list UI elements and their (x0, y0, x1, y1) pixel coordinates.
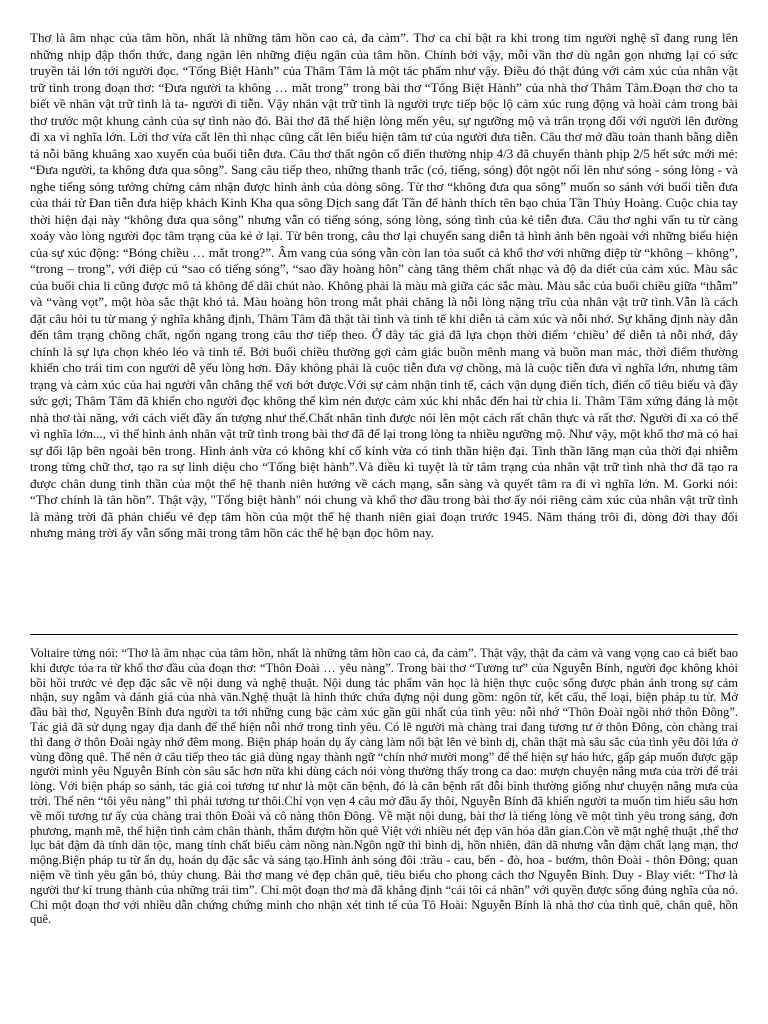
section-divider (30, 634, 738, 635)
essay-paragraph-tong-biet-hanh: Thơ là âm nhạc của tâm hồn, nhất là những tâm hồn cao cả, đa cảm”. Thơ ca chỉ bật ra khi trong tim người nghệ sĩ đang rung lên những nhịp đập thổn thức, đang ngân lên những điệu ngân của tâm hồn. Chính bởi vậy, mỗi vần thơ dù ngắn gọn nhưng lại có sức truyền tải lớn tới người đọc. “Tống Biệt Hành” của Thâm Tâm là một tác phẩm như vậy. Điều đó thật đúng với cảm xúc của nhân vật trữ tình trong đoạn thơ: “Đưa người ta không … mắt trong” trong bài thơ “Tống Biệt Hành” của nhà thơ Thâm Tâm.Đoạn thơ cho ta biết về nhân vật trữ tình là ta- người đi tiễn. Vậy nhân vật trữ tình là người trực tiếp bộc lộ cảm xúc rung động và hoài cảm trong bài thơ trước một khung cảnh của sự tình nào đó. Bài thơ đã thể hiện lòng mến yêu, sự ngưỡng mộ và trân trọng đối với người lên đường đi xa vì nghĩa lớn. Lời thơ vừa cất lên thì nhạc cũng cất lên biểu hiện tâm tư của người đưa tiễn. Câu thơ mở đầu toàn thanh bằng diễn tả nỗi băng khuâng xao xuyến của buổi tiễn đưa. Câu thơ thất ngôn cổ điển thường nhịp 4/3 đã chuyển thành phịp 2/5 hết sức mới mẻ: “Đưa người, ta không đưa qua sông”. Sang câu tiếp theo, những thanh trắc (có, tiếng, sóng) đột ngột nổi lên như sóng - sóng lòng - và nghe tiếng sóng tưởng chừng cảm nhận được hình ảnh của dòng sông. Từ thơ “không đưa qua sông” muốn so sánh với buổi tiễn đưa của thái tử Đan tiễn đưa hiệp khách Kinh Kha qua sông Dịch sang đất Tần để hành thích tên bạo chúa Tần Thủy Hoàng. Cuộc chia tay thời hiện đại này “không đưa qua sông” nhưng vẫn có tiếng sóng, sóng lòng, sóng tình của kẻ tiễn đưa. Câu thơ nghi vấn tu từ càng xoáy vào lòng người đọc tâm trạng của kẻ ở lại. Từ bên trong, câu thơ lại chuyển sang diễn tả hình ảnh bên ngoài với những biểu hiện của sự xúc động: “Bóng chiều … mắt trong?”. Âm vang của sóng vẫn còn lan tỏa suốt cả khổ thơ với những điệp từ “không – không”, “trong – trong”, với điệp cú “sao có tiếng sóng”, “sao đầy hoàng hôn” càng tăng thêm chất nhạc và độ da diết của cảm xúc. Màu sắc của buổi chia li cũng được mô tả không để dãi chút nào. Không phải là màu mà giữa các sắc màu. Màu sắc của buổi chiều giữa “thẫm” và “vàng vọt”, một hòa sắc thật khó tả. Màu hoàng hôn trong mắt phải chăng là nỗi lòng nặng trĩu của nhân vật trữ tình.Vẫn là cách đặt câu hỏi tu từ mang ý nghĩa khẳng định, Thâm Tâm đã thật tài tình và tinh tế khi diễn tả cảm xúc và nỗi nhớ. Sự khẳng định này dẫn đến tâm trạng chồng chất, ngổn ngang trong câu thơ tiếp theo. Ở đây tác giả đã lựa chọn thời điểm ‘chiều’ để diễn tả nỗi nhớ, đây chính là sự lựa chọn khéo léo và tinh tế. Bởi buổi chiều thường gợi cảm giác buồn mênh mang và buồn man mác, thời điểm thường khiến cho trái tim con người dễ yếu lòng hơn. Đây không phải là cuộc tiễn đưa vợ chồng, mà là cuộc tiễn đưa vì nghĩa lớn, nhưng tâm trạng và cảm xúc của hai người vẫn chẳng thể vơi bớt được.Với sự cảm nhận tinh tế, cách vận dụng điển tích, điển cố tiêu biểu và đầy sức gợi; Thâm Tâm đã khiến cho người đọc không thể kìm nén được cảm xúc khi nhắc đến hai từ chia li. Thâm Tâm xứng đáng là một nhà thơ tài năng, với cách viết đầy ấn tượng như thế.Chất nhân tình được nói lên một cách rất chân thực và rất thơ. Người đi xa có thể vì nghĩa lớn..., vì thế hình ảnh nhân vật trữ tình trong bài thơ đã để lại trong lòng ta nhiều ngưỡng mộ. Như vậy, một khổ thơ mà có hai sự đối lập bên ngoài bên trong. Hình ảnh vừa có không khí cổ kính vừa có tinh thần hiện đại. Tinh thần lãng mạn của thời đại nhiễm trong từng chữ thơ, tạo ra sự linh diệu cho “Tống biệt hành”.Và điều kì tuyệt là từ tâm trạng của nhân vật trữ tình nhà thơ đã tạo ra được chân dung tinh thần của một thế hệ thanh niên hướng về cách mạng, sẵn sàng và quyết tâm ra đi vì nghĩa lớn. M. Gorki nói: “Thơ chính là tân hồn”. Thật vậy, "Tống biệt hành" nói chung và khổ thơ đầu trong bài thơ ấy nói riêng cảm xúc của nhân vật trữ tình là mảng trời đã phản chiếu vẻ đẹp tâm hồn của một thế hệ thanh niên giai đoạn trước 1945. Năm tháng trôi đi, dòng đời thay đổi nhưng mảng trời ấy vẫn sống mãi trong tâm hồn các thế hệ bạn đọc hôm nay. (30, 30, 738, 540)
essay-paragraph-tuong-tu: Voltaire từng nói: “Thơ là âm nhạc của tâm hồn, nhất là những tâm hồn cao cả, đa cảm”. Thật vậy, thật đa cảm và vang vọng cao cả biết bao khi được tỏa ra từ khổ thơ đầu của đoạn thơ: “Thôn Đoài … yêu nàng”. Trong bài thơ “Tương tư” của Nguyễn Bính, người đọc không khỏi bồi hồi trước vẻ đẹp đặc sắc về nội dung và nghệ thuật. Nội dung tác phẩm văn học là hiện thực cuộc sống được phản ánh trong sự cảm nhận, suy ngẫm và đánh giá của nhà văn.Nghệ thuật là hình thức chứa đựng nội dung gồm: ngôn từ, kết cấu, thể loại, biện pháp tu từ. Mở đầu bài thơ, Nguyễn Bính đưa người ta tới những cung bậc cảm xúc gần gũi nhất của tình yêu: nỗi nhớ “Thôn Đoài ngồi nhớ thôn Đông”. Tác giả đã sử dụng ngay địa danh để thể hiện nỗi nhớ trong tình yêu. Có lẽ người mà chàng trai đang tương tư ở thôn Đông, còn chàng trai thì đang ở thôn Đoài ngày nhớ đêm mong. Biện pháp hoán dụ ấy càng làm nổi bật lên vẻ bình dị, chân thật mà sâu sắc của tình yêu đôi lứa ở vùng đồng quê. Thế nên ở câu tiếp theo tác giả dùng ngay thành ngữ “chín nhớ mười mong” để thể hiện sự háo hức, gấp gáp muốn được gặp người mình yêu Nguyễn Bính còn sâu sắc hơn nữa khi dùng cách nói vòng thường thấy trong ca dao: mượn chuyện nắng mưa của trời để trải lòng. Với biện pháp so sánh, tác giả coi tương tư như là một căn bệnh, đó là căn bệnh rất đỗi bình thường giống như chuyện nắng mưa của trời. Thế nên “tôi yêu nàng” thì phải tương tư thôi.Chỉ vọn vẹn 4 câu mở đầu ấy thôi, Nguyễn Bính đã khiến người ta muốn tìm hiểu sâu hơn về mối tương tư ấy của chàng trai thôn Đoài và cô nàng thôn Đông. Về mặt nội dung, bài thơ là tiếng lòng về một tình yêu trong sáng, đơn phương, mạnh mẽ, thể hiện tình cảm chân thành, thắm đượm hồn quê Việt với nhiều nét đẹp văn hóa dân gian.Còn về mặt nghệ thuật ,thể thơ lục bát đậm đà tính dân tộc, mang tính chất biểu cảm nồng nàn.Ngôn ngữ thì bình dị, hồn nhiên, dân dã nhưng vẫn đậm chất lạng mạn, thơ mộng.Biện pháp tu từ ẩn dụ, hoán dụ đặc sắc và sáng tạo.Hình ảnh sóng đôi :trầu - cau, bến - đò, hoa - bướm, thôn Đoài - thôn Đông; quan niệm về tình yêu gắn bó, thủy chung. Bài thơ mang vẻ đẹp chân quê, tiêu biểu cho phong cách thơ Nguyễn Bính. Duy - Blay viết: “Thơ là người thư kí trung thành của những trái tim”. Chỉ một đoạn thơ mà đã khẳng định “cái tôi cá nhân” với quyền được sống đúng nghĩa của nó. Chỉ một đoạn thơ với nhiều dẫn chứng chứng minh cho nhận xét tinh tế của Tô Hoài: Nguyễn Bính là nhà thơ của tình quê, chân quê, hồn quê. (30, 646, 738, 927)
